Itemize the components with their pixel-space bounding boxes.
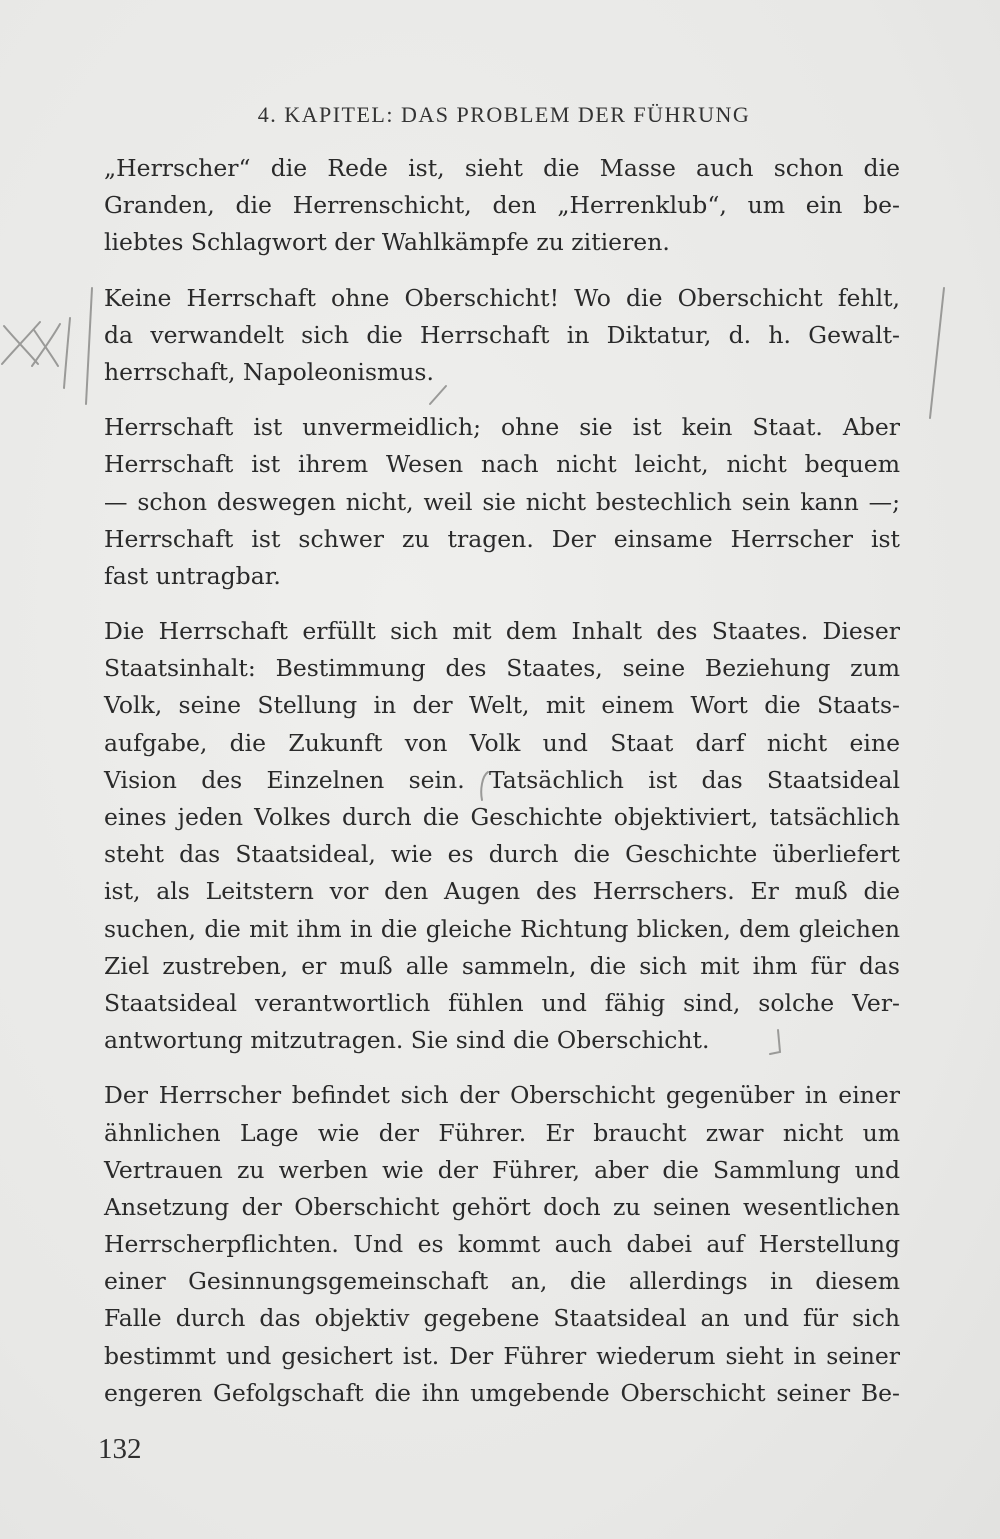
text-line: Herrschaft ist ihrem Wesen nach nicht leicht, nicht bequem bbox=[104, 450, 900, 479]
text-line: steht das Staatsideal, wie es durch die Geschichte überliefert bbox=[104, 840, 900, 869]
pencil-bracket-open bbox=[481, 772, 488, 800]
text-line: Keine Herrschaft ohne Oberschicht! Wo die Oberschicht fehlt, bbox=[104, 283, 900, 312]
text-line: Staatsideal verantwortlich fühlen und fähig sind, solche Ver- bbox=[104, 988, 900, 1017]
text-line: Granden, die Herrenschicht, den „Herrenklub“, um ein be- bbox=[104, 191, 900, 220]
text-line: Ziel zustreben, er muß alle sammeln, die sich mit ihm für das bbox=[104, 951, 900, 980]
text-line: Vertrauen zu werben wie der Führer, aber die Sammlung und bbox=[104, 1155, 900, 1184]
text-line: ähnlichen Lage wie der Führer. Er braucht zwar nicht um bbox=[104, 1118, 900, 1147]
pencil-margin-line-right bbox=[930, 288, 944, 418]
text-line: Vision des Einzelnen sein. Tatsächlich ist das Staatsideal bbox=[104, 765, 900, 794]
text-line: einer Gesinnungsgemeinschaft an, die allerdings in diesem bbox=[104, 1267, 900, 1296]
text-line: bestimmt und gesichert ist. Der Führer wiederum sieht in seiner bbox=[104, 1341, 900, 1370]
pencil-bracket-close bbox=[770, 1030, 780, 1054]
text-line: antwortung mitzutragen. Sie sind die Oberschicht. bbox=[104, 1026, 710, 1055]
text-line: Volk, seine Stellung in der Welt, mit einem Wort die Staats- bbox=[104, 691, 900, 720]
text-line: Der Herrscher befindet sich der Oberschicht gegenüber in einer bbox=[104, 1081, 900, 1110]
text-line: Die Herrschaft erfüllt sich mit dem Inhalt des Staates. Dieser bbox=[104, 617, 900, 646]
text-line: engeren Gefolgschaft die ihn umgebende Oberschicht seiner Be- bbox=[104, 1378, 900, 1407]
text-line: da verwandelt sich die Herrschaft in Diktatur, d. h. Gewalt- bbox=[104, 320, 900, 349]
pencil-margin-scribble-xx bbox=[2, 318, 70, 388]
text-line: Falle durch das objektiv gegebene Staatsideal an und für sich bbox=[104, 1304, 900, 1333]
pencil-stroke bbox=[430, 386, 446, 404]
text-line: ist, als Leitstern vor den Augen des Herrschers. Er muß die bbox=[104, 877, 900, 906]
running-head: 4. KAPITEL: DAS PROBLEM DER FÜHRUNG bbox=[257, 102, 751, 127]
pencil-margin-line-left bbox=[86, 288, 92, 404]
text-line: fast untragbar. bbox=[104, 561, 281, 590]
text-line: liebtes Schlagwort der Wahlkämpfe zu zitieren. bbox=[104, 228, 670, 257]
text-line: „Herrscher“ die Rede ist, sieht die Masse auch schon die bbox=[104, 154, 900, 182]
text-line: — schon deswegen nicht, weil sie nicht bestechlich sein kann —; bbox=[104, 487, 900, 516]
text-line: Staatsinhalt: Bestimmung des Staates, seine Beziehung zum bbox=[104, 654, 900, 683]
text-line: eines jeden Volkes durch die Geschichte objektiviert, tatsächlich bbox=[104, 803, 900, 831]
text-line: Ansetzung der Oberschicht gehört doch zu seinen wesentlichen bbox=[104, 1192, 900, 1221]
text-line: Herrscherpflichten. Und es kommt auch dabei auf Herstellung bbox=[104, 1230, 900, 1259]
text-line: Herrschaft ist unvermeidlich; ohne sie ist kein Staat. Aber bbox=[104, 413, 900, 442]
text-line: herrschaft, Napoleonismus. bbox=[104, 357, 434, 386]
text-line: suchen, die mit ihm in die gleiche Richtung blicken, dem gleichen bbox=[104, 914, 900, 943]
text-line: Herrschaft ist schwer zu tragen. Der einsame Herrscher ist bbox=[104, 524, 900, 553]
page-number: 132 bbox=[98, 1433, 142, 1465]
text-line: aufgabe, die Zukunft von Volk und Staat darf nicht eine bbox=[104, 728, 900, 757]
